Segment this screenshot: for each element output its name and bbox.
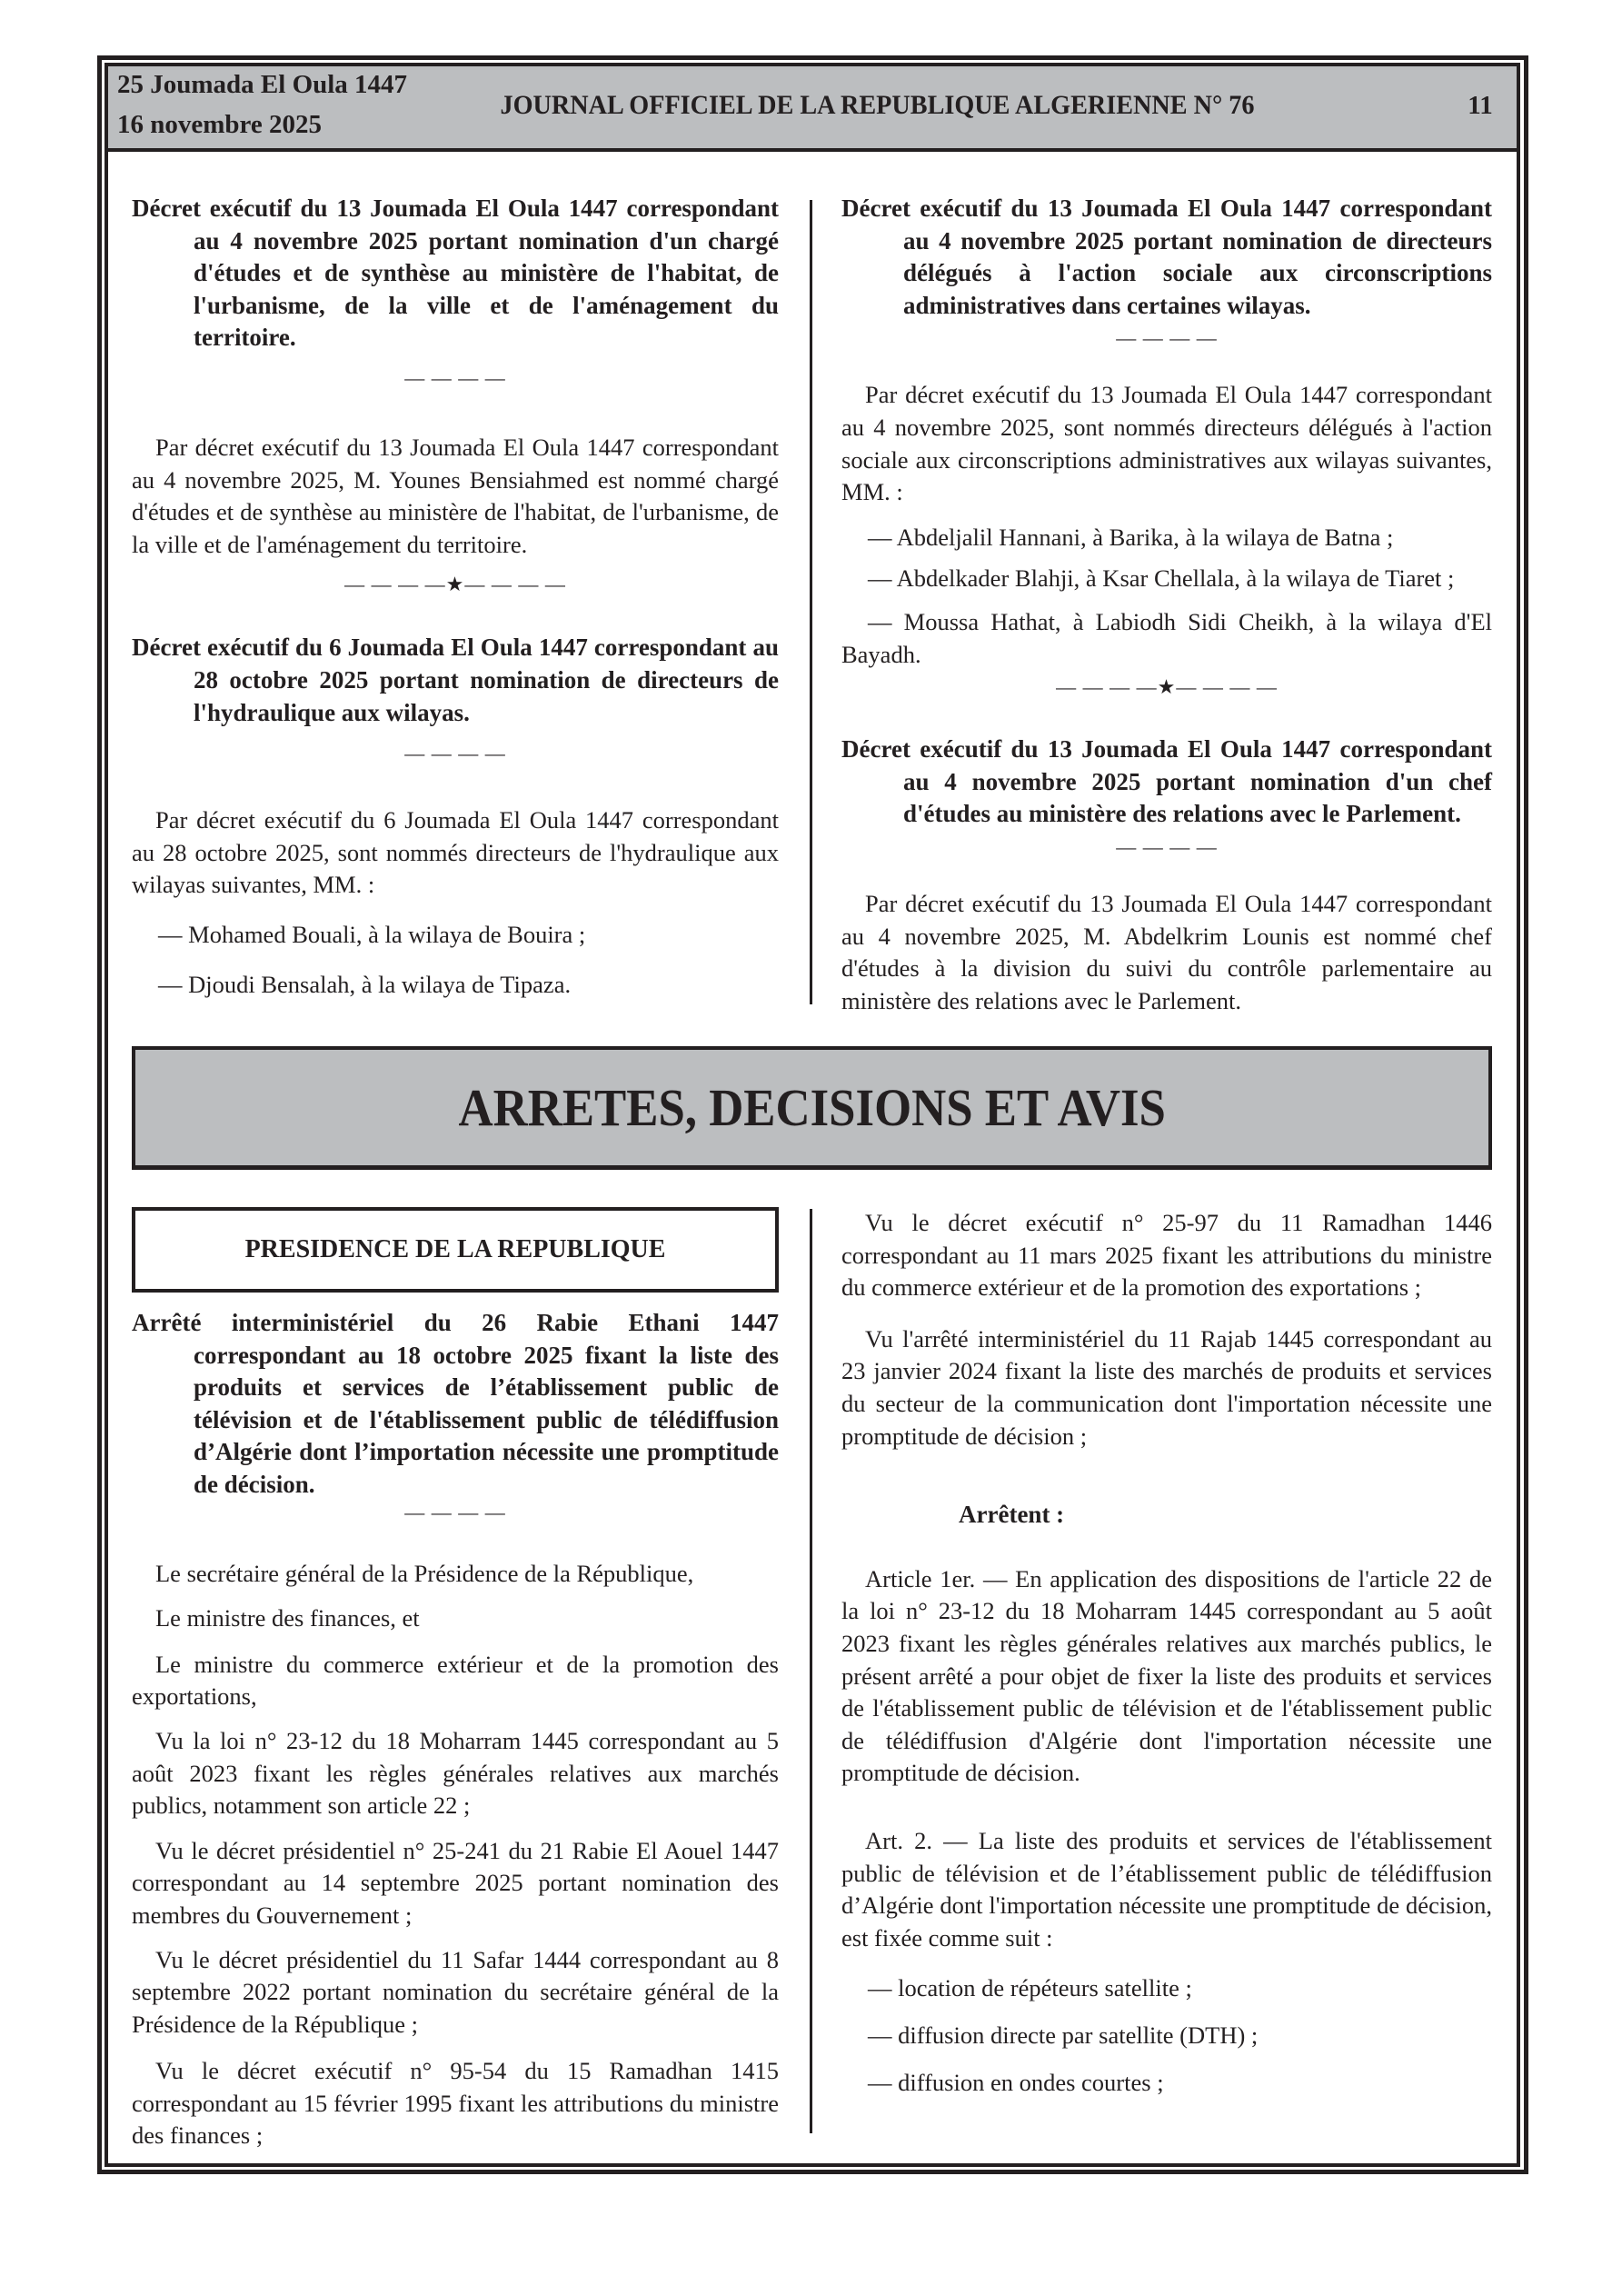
decree-body: Par décret exécutif du 13 Joumada El Oula 1447 correspondant au 4 novembre 2025, sont nommés directeurs délégués à l'action sociale aux circonscriptions administratives aux wilayas suivantes, MM. :: [841, 381, 1492, 506]
ministry-heading-box: [132, 1207, 779, 1293]
preamble-paragraph: Le ministre des finances, et: [155, 1604, 420, 1632]
bottom-left-column: [132, 1207, 779, 2152]
section-banner-title: ARRETES, DECISIONS ET AVIS: [458, 1077, 1166, 1137]
visa-paragraph: Vu le décret exécutif n° 25-97 du 11 Ramadhan 1446 correspondant au 11 mars 2025 fixant les attributions du ministre du commerce extérieur et de la promotion des exportations ;: [841, 1209, 1492, 1302]
star-separator: — — — —★— — — —: [344, 573, 566, 596]
ministry-heading: PRESIDENCE DE LA REPUBLIQUE: [244, 1235, 666, 1264]
header-gregorian-date: 16 novembre 2025: [117, 110, 323, 139]
preamble-paragraph: Le secrétaire général de la Présidence de la République,: [155, 1559, 694, 1587]
visa-paragraph: Vu le décret présidentiel n° 25-241 du 21 Rabie El Aouel 1447 correspondant au 14 septembre 2025 portant nomination des membres du Gouvernement ;: [132, 1836, 779, 1929]
decree-body: Par décret exécutif du 13 Joumada El Oula 1447 correspondant au 4 novembre 2025, M. Abdelkrim Lounis est nommé chef d'études à la division du suivi du contrôle parlementaire au ministère des relations avec le Parlement.: [841, 889, 1492, 1014]
decree-title: Décret exécutif du 13 Joumada El Oula 1447 correspondant au 4 novembre 2025 portant nomination de directeurs délégués à l'action sociale aux circonscriptions administratives dans certaines wilayas.: [841, 195, 1492, 319]
decree-title: Décret exécutif du 13 Joumada El Oula 1447 correspondant au 4 novembre 2025 portant nomination d'un chef d'études au ministère des relations avec le Parlement.: [841, 735, 1492, 828]
list-item: — diffusion directe par satellite (DTH) ;: [868, 2021, 1259, 2049]
separator: — — — —: [404, 365, 506, 389]
section-banner: [132, 1046, 1492, 1170]
visa-paragraph: Vu le décret exécutif n° 95-54 du 15 Ramadhan 1415 correspondant au 15 février 1995 fixant les attributions du ministre des finances ;: [132, 2057, 779, 2150]
list-item: — diffusion en ondes courtes ;: [868, 2069, 1164, 2097]
header-hijri-date: 25 Joumada El Oula 1447: [117, 70, 408, 99]
decree-body: Par décret exécutif du 13 Joumada El Oula 1447 correspondant au 4 novembre 2025, M. Younes Bensiahmed est nommé chargé d'études et de synthèse au ministère de l'habitat, de l'urbanisme, de la ville et de l'aménagement du territoire.: [132, 433, 779, 558]
separator: — — — —: [404, 742, 506, 765]
article-1: Article 1er. — En application des dispositions de l'article 22 de la loi n° 23-12 du 18 Moharram 1445 correspondant au 5 août 2023 fixant les règles générales relatives aux marchés publics, le présent arrêté a pour objet de fixer la liste des produits et services de l'établissement public de télévision et de l'établissement public de télédiffusion d'Algérie dont l'importation nécessite une promptitude de décision.: [841, 1564, 1492, 1787]
list-item: — Djoudi Bensalah, à la wilaya de Tipaza.: [158, 970, 572, 998]
list-item: — Mohamed Bouali, à la wilaya de Bouira ;: [158, 920, 586, 948]
arrete-title: Arrêté interministériel du 26 Rabie Ethani 1447 correspondant au 18 octobre 2025 fixant la liste des produits et services de l’établissement public de télévision et de l'établissement public de télédiffusion d’Algérie dont l’importation nécessite une promptitude de décision.: [132, 1309, 779, 1498]
visa-paragraph: Vu le décret présidentiel du 11 Safar 1444 correspondant au 8 septembre 2022 portant nomination du secrétaire général de la Présidence de la République ;: [132, 1945, 779, 2038]
page-number: 11: [1468, 91, 1493, 120]
visa-paragraph: Vu l'arrêté interministériel du 11 Rajab 1445 correspondant au 23 janvier 2024 fixant la liste des marchés de produits et services du secteur de la communication dont l'importation nécessite une promptitude de décision ;: [841, 1324, 1492, 1450]
list-item: — Moussa Hathat, à Labiodh Sidi Cheikh, à la wilaya d'El Bayadh.: [841, 607, 1492, 668]
top-right-column: [841, 193, 1492, 1017]
top-left-column: [132, 193, 779, 1001]
preamble-paragraph: Le ministre du commerce extérieur et de la promotion des exportations,: [132, 1650, 779, 1711]
journal-title: [363, 89, 1390, 122]
decree-title: Décret exécutif du 13 Joumada El Oula 1447 correspondant au 4 novembre 2025 portant nomination d'un chargé d'études et de synthèse au ministère de l'habitat, de l'urbanisme, de la ville et de l'aménagement du territoire.: [132, 195, 779, 352]
visa-paragraph: Vu la loi n° 23-12 du 18 Moharram 1445 correspondant au 5 août 2023 fixant les règles générales relatives aux marchés publics, notamment son article 22 ;: [132, 1726, 779, 1820]
column-divider-bottom: [810, 1209, 812, 2133]
article-2: Art. 2. — La liste des produits et services de l'établissement public de télévision et de l’établissement public de télédiffusion d’Algérie dont l'importation nécessite une promptitude de décision, est fixée comme suit :: [841, 1826, 1492, 1952]
column-divider-top: [810, 200, 812, 1004]
list-item: — location de répéteurs satellite ;: [868, 1974, 1192, 2002]
decree-body: Par décret exécutif du 6 Joumada El Oula 1447 correspondant au 28 octobre 2025, sont nommés directeurs de l'hydraulique aux wilayas suivantes, MM. :: [132, 806, 779, 899]
star-separator: — — — —★— — — —: [1056, 675, 1278, 699]
list-item: — Abdeljalil Hannani, à Barika, à la wilaya de Batna ;: [868, 523, 1394, 551]
separator: — — — —: [404, 1500, 506, 1523]
separator: — — — —: [1116, 326, 1218, 350]
journal-title-text: JOURNAL OFFICIEL DE LA REPUBLIQUE ALGERIENNE N° 76: [499, 90, 1255, 120]
decree-title: Décret exécutif du 6 Joumada El Oula 1447 correspondant au 28 octobre 2025 portant nomination de directeurs de l'hydraulique aux wilayas.: [132, 634, 779, 726]
verdict-heading: Arrêtent :: [959, 1501, 1065, 1529]
list-item: — Abdelkader Blahji, à Ksar Chellala, à la wilaya de Tiaret ;: [868, 564, 1455, 593]
bottom-right-column: [841, 1207, 1492, 2100]
separator: — — — —: [1116, 834, 1218, 858]
